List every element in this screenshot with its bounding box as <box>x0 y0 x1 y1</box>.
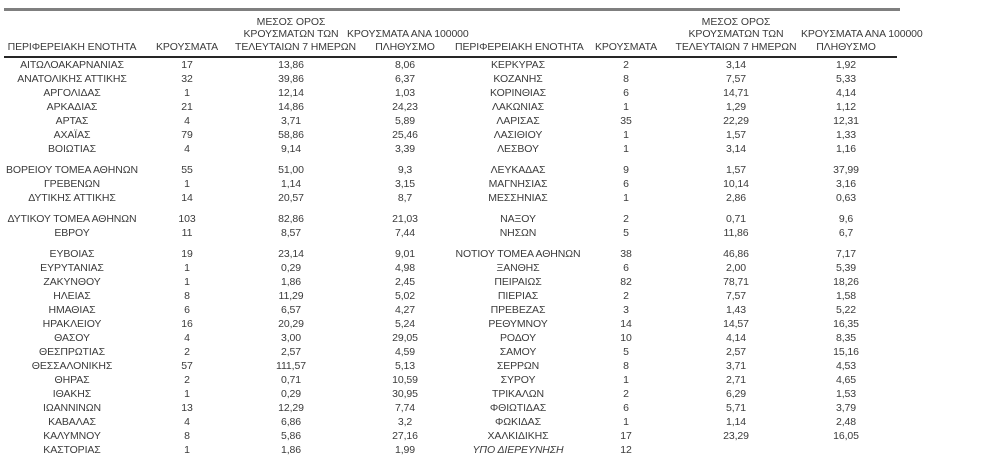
table-row <box>5 163 463 177</box>
avg7-value: 23,29 <box>723 430 749 442</box>
cases-value: 21 <box>181 101 193 113</box>
region-name: ΤΡΙΚΑΛΩΝ <box>492 388 544 400</box>
per100k-value: 3,79 <box>835 402 857 414</box>
avg7-value: 2,71 <box>725 374 747 386</box>
region-name: ΒΟΙΩΤΙΑΣ <box>48 143 96 155</box>
table-row <box>5 317 463 331</box>
table-row <box>5 373 463 387</box>
cases-value: 5 <box>623 346 629 358</box>
cases-value: 2 <box>184 346 190 358</box>
region-name: ΚΑΒΑΛΑΣ <box>48 416 96 428</box>
per100k-value: 5,33 <box>835 73 857 85</box>
cases-value: 5 <box>623 227 629 239</box>
cases-value: 16 <box>181 318 193 330</box>
avg7-value: 20,57 <box>278 192 304 204</box>
avg7-value: 0,29 <box>280 262 302 274</box>
region-name: ΙΩΑΝΝΙΝΩΝ <box>43 402 101 414</box>
region-name: ΣΑΜΟΥ <box>499 346 537 358</box>
cases-value: 10 <box>620 332 632 344</box>
region-name: ΖΑΚΥΝΘΟΥ <box>43 276 101 288</box>
region-name: ΑΧΑΪΑΣ <box>53 129 91 141</box>
avg7-value: 5,71 <box>725 402 747 414</box>
region-name: ΠΕΙΡΑΙΩΣ <box>494 276 542 288</box>
table-row <box>5 401 463 415</box>
avg7-value: 11,29 <box>278 290 304 302</box>
cases-value: 2 <box>623 59 629 71</box>
cases-value: 11 <box>181 227 193 239</box>
cases-value: 1 <box>623 129 629 141</box>
avg7-value: 14,71 <box>723 87 749 99</box>
col-header-avg7-line3: ΤΕΛΕΥΤΑΙΩΝ 7 ΗΜΕΡΩΝ <box>675 40 797 53</box>
col-header-avg7-line2: ΚΡΟΥΣΜΑΤΩΝ ΤΩΝ <box>243 28 339 40</box>
table-header-row <box>5 0 469 58</box>
group-gap <box>455 156 895 163</box>
avg7-value: 46,86 <box>723 248 749 260</box>
table-row <box>5 177 463 191</box>
per100k-value: 18,26 <box>833 276 859 288</box>
table-row <box>5 261 463 275</box>
avg7-value: 0,71 <box>280 374 302 386</box>
per100k-value: 12,31 <box>833 115 859 127</box>
region-name: ΗΛΕΙΑΣ <box>53 290 91 302</box>
region-name: ΛΑΡΙΣΑΣ <box>496 115 540 127</box>
per100k-value: 5,39 <box>835 262 857 274</box>
region-name: ΚΟΖΑΝΗΣ <box>493 73 543 85</box>
avg7-value: 6,29 <box>725 388 747 400</box>
per100k-value: 37,99 <box>833 164 859 176</box>
cases-value: 82 <box>620 276 632 288</box>
table-row <box>5 100 463 114</box>
avg7-value: 12,14 <box>278 87 304 99</box>
table-row <box>455 261 895 275</box>
region-name: ΚΑΛΥΜΝΟΥ <box>43 430 101 442</box>
cases-value: 1 <box>184 87 190 99</box>
col-header-avg7-line2: ΚΡΟΥΣΜΑΤΩΝ ΤΩΝ <box>688 28 784 40</box>
per100k-value: 3,2 <box>397 416 413 428</box>
table-row <box>455 100 895 114</box>
cases-value: 1 <box>184 276 190 288</box>
table-row <box>455 429 895 443</box>
avg7-value: 1,43 <box>725 304 747 316</box>
table-row <box>5 142 463 156</box>
table-row <box>5 191 463 205</box>
avg7-value: 1,86 <box>280 444 302 456</box>
per100k-value: 1,53 <box>835 388 857 400</box>
avg7-value: 3,14 <box>725 143 747 155</box>
cases-value: 103 <box>178 213 196 225</box>
per100k-value: 7,74 <box>394 402 416 414</box>
region-name: ΣΕΡΡΩΝ <box>496 360 540 372</box>
avg7-value: 51,00 <box>278 164 304 176</box>
avg7-value: 2,57 <box>725 346 747 358</box>
per100k-value: 30,95 <box>392 388 418 400</box>
col-header-avg7-line1: ΜΕΣΟΣ ΟΡΟΣ <box>256 15 326 28</box>
region-name: ΛΑΣΙΘΙΟΥ <box>493 129 543 141</box>
avg7-value: 111,57 <box>276 360 306 372</box>
avg7-value: 14,57 <box>723 318 749 330</box>
avg7-value: 78,71 <box>723 276 749 288</box>
avg7-value: 7,57 <box>725 73 747 85</box>
group-gap <box>455 240 895 247</box>
avg7-value: 0,71 <box>725 213 747 225</box>
table-row <box>5 58 463 72</box>
table-row <box>455 275 895 289</box>
region-name: ΙΘΑΚΗΣ <box>52 388 92 400</box>
cases-value: 17 <box>181 59 193 71</box>
table-row <box>5 128 463 142</box>
avg7-value: 58,86 <box>278 129 304 141</box>
table-row <box>455 58 895 72</box>
cases-value: 4 <box>184 115 190 127</box>
table-row <box>455 303 895 317</box>
cases-value: 1 <box>623 101 629 113</box>
cases-value: 1 <box>623 374 629 386</box>
per100k-value: 4,59 <box>394 346 416 358</box>
table-row <box>5 212 463 226</box>
avg7-value: 1,14 <box>280 178 302 190</box>
region-name: ΑΡΓΟΛΙΔΑΣ <box>43 87 101 99</box>
table-row <box>5 331 463 345</box>
cases-value: 35 <box>620 115 632 127</box>
table-row <box>455 212 895 226</box>
per100k-value: 1,03 <box>394 87 416 99</box>
per100k-value: 0,63 <box>835 192 857 204</box>
cases-value: 55 <box>181 164 193 176</box>
cases-value: 57 <box>181 360 193 372</box>
cases-value: 14 <box>620 318 632 330</box>
table-row <box>455 226 895 240</box>
avg7-value: 3,71 <box>725 360 747 372</box>
table-row <box>5 387 463 401</box>
table-row <box>455 114 895 128</box>
table-row <box>5 303 463 317</box>
per100k-value: 9,6 <box>838 213 854 225</box>
avg7-value: 8,57 <box>280 227 302 239</box>
region-name: ΦΘΙΩΤΙΔΑΣ <box>489 402 547 414</box>
table-row <box>455 86 895 100</box>
table-row <box>5 247 463 261</box>
region-name: ΕΥΡΥΤΑΝΙΑΣ <box>40 262 104 274</box>
avg7-value: 82,86 <box>278 213 304 225</box>
per100k-value: 29,05 <box>392 332 418 344</box>
table-row <box>5 429 463 443</box>
per100k-value: 5,02 <box>394 290 416 302</box>
cases-value: 1 <box>623 192 629 204</box>
per100k-value: 6,7 <box>838 227 854 239</box>
region-name: ΥΠΟ ΔΙΕΡΕΥΝΗΣΗ <box>472 444 564 456</box>
group-gap <box>5 240 463 247</box>
avg7-value: 1,86 <box>280 276 302 288</box>
cases-value: 79 <box>181 129 193 141</box>
cases-value: 2 <box>623 290 629 302</box>
avg7-value: 2,57 <box>280 346 302 358</box>
table-row <box>455 345 895 359</box>
region-name: ΝΟΤΙΟΥ ΤΟΜΕΑ ΑΘΗΝΩΝ <box>455 248 581 260</box>
per100k-value: 6,37 <box>394 73 416 85</box>
per100k-value: 7,17 <box>835 248 857 260</box>
cases-value: 1 <box>184 388 190 400</box>
per100k-value: 27,16 <box>392 430 418 442</box>
right-table-rows <box>455 58 895 457</box>
table-row <box>5 114 463 128</box>
avg7-value: 22,29 <box>723 115 749 127</box>
table-row <box>5 86 463 100</box>
region-name: ΒΟΡΕΙΟΥ ΤΟΜΕΑ ΑΘΗΝΩΝ <box>6 164 138 176</box>
table-header-row <box>455 0 923 58</box>
cases-value: 9 <box>623 164 629 176</box>
per100k-value: 2,45 <box>394 276 416 288</box>
region-name: ΞΑΝΘΗΣ <box>496 262 540 274</box>
cases-value: 19 <box>181 248 193 260</box>
table-row <box>455 359 895 373</box>
region-name: ΘΕΣΣΑΛΟΝΙΚΗΣ <box>31 360 113 372</box>
avg7-value: 0,29 <box>280 388 302 400</box>
cases-value: 8 <box>184 290 190 302</box>
region-name: ΠΡΕΒΕΖΑΣ <box>490 304 546 316</box>
avg7-value: 3,00 <box>280 332 302 344</box>
table-row <box>5 289 463 303</box>
cases-value: 4 <box>184 416 190 428</box>
col-header-region: ΠΕΡΙΦΕΡΕΙΑΚΗ ΕΝΟΤΗΤΑ <box>7 40 137 53</box>
avg7-value: 5,86 <box>280 430 302 442</box>
region-name: ΘΑΣΟΥ <box>54 332 90 344</box>
per100k-value: 9,3 <box>397 164 413 176</box>
table-row <box>455 317 895 331</box>
per100k-value: 16,35 <box>833 318 859 330</box>
region-name: ΘΕΣΠΡΩΤΙΑΣ <box>39 346 105 358</box>
region-name: ΕΒΡΟΥ <box>54 227 90 239</box>
per100k-value: 1,12 <box>835 101 857 113</box>
per100k-value: 5,13 <box>394 360 416 372</box>
avg7-value: 7,57 <box>725 290 747 302</box>
col-header-avg7-line3: ΤΕΛΕΥΤΑΙΩΝ 7 ΗΜΕΡΩΝ <box>235 40 356 53</box>
group-gap <box>455 205 895 212</box>
per100k-value: 10,59 <box>392 374 418 386</box>
region-name: ΝΑΞΟΥ <box>500 213 536 225</box>
table-row <box>455 289 895 303</box>
per100k-value: 1,33 <box>835 129 857 141</box>
region-name: ΚΑΣΤΟΡΙΑΣ <box>43 444 101 456</box>
per100k-value: 1,92 <box>835 59 857 71</box>
per100k-value: 21,03 <box>392 213 418 225</box>
cases-value: 38 <box>620 248 632 260</box>
cases-value: 17 <box>620 430 632 442</box>
table-row <box>455 331 895 345</box>
table-row <box>455 128 895 142</box>
region-name: ΧΑΛΚΙΔΙΚΗΣ <box>487 430 549 442</box>
region-name: ΚΕΡΚΥΡΑΣ <box>491 59 545 71</box>
cases-value: 14 <box>181 192 193 204</box>
region-name: ΡΕΘΥΜΝΟΥ <box>488 318 548 330</box>
table-row <box>455 387 895 401</box>
cases-value: 6 <box>623 262 629 274</box>
avg7-value: 2,86 <box>725 192 747 204</box>
regional-table-right <box>455 0 923 457</box>
group-gap <box>5 156 463 163</box>
per100k-value: 15,16 <box>833 346 859 358</box>
avg7-value: 13,86 <box>278 59 304 71</box>
per100k-value: 24,23 <box>392 101 418 113</box>
cases-value: 3 <box>623 304 629 316</box>
avg7-value: 20,29 <box>278 318 304 330</box>
cases-value: 2 <box>184 374 190 386</box>
col-header-region: ΠΕΡΙΦΕΡΕΙΑΚΗ ΕΝΟΤΗΤΑ <box>455 40 584 53</box>
cases-value: 1 <box>623 416 629 428</box>
col-header-per100k <box>347 28 469 53</box>
avg7-value: 23,14 <box>278 248 304 260</box>
col-header-cases: ΚΡΟΥΣΜΑΤΑ <box>155 40 219 53</box>
region-name: ΑΡΚΑΔΙΑΣ <box>46 101 98 113</box>
region-name: ΗΡΑΚΛΕΙΟΥ <box>42 318 102 330</box>
cases-value: 1 <box>184 262 190 274</box>
table-row <box>455 142 895 156</box>
per100k-value: 5,24 <box>394 318 416 330</box>
table-row <box>5 226 463 240</box>
region-name: ΔΥΤΙΚΟΥ ΤΟΜΕΑ ΑΘΗΝΩΝ <box>7 213 137 225</box>
per100k-value: 2,48 <box>835 416 857 428</box>
avg7-value: 1,57 <box>725 164 747 176</box>
per100k-value: 4,27 <box>394 304 416 316</box>
region-name: ΦΩΚΙΔΑΣ <box>495 416 541 428</box>
table-row <box>455 163 895 177</box>
cases-value: 32 <box>181 73 193 85</box>
per100k-value: 8,7 <box>397 192 413 204</box>
cases-value: 8 <box>184 430 190 442</box>
table-row <box>455 373 895 387</box>
avg7-value: 4,14 <box>725 332 747 344</box>
col-header-avg7 <box>235 15 356 54</box>
region-name: ΓΡΕΒΕΝΩΝ <box>43 178 100 190</box>
col-header-per100k-line2: ΠΛΗΘΥΣΜΟ <box>375 40 435 53</box>
regional-table-left <box>5 0 469 457</box>
cases-value: 6 <box>623 402 629 414</box>
cases-value: 12 <box>620 444 632 456</box>
region-name: ΚΟΡΙΝΘΙΑΣ <box>489 87 547 99</box>
region-name: ΛΕΥΚΑΔΑΣ <box>490 164 546 176</box>
group-gap <box>5 205 463 212</box>
avg7-value: 1,57 <box>725 129 747 141</box>
per100k-value: 8,06 <box>394 59 416 71</box>
per100k-value: 9,01 <box>394 248 416 260</box>
col-header-cases: ΚΡΟΥΣΜΑΤΑ <box>594 40 658 53</box>
avg7-value: 6,86 <box>280 416 302 428</box>
per100k-value: 8,35 <box>835 332 857 344</box>
region-name: ΛΑΚΩΝΙΑΣ <box>491 101 545 113</box>
avg7-value: 3,71 <box>280 115 302 127</box>
cases-value: 2 <box>623 213 629 225</box>
col-header-avg7 <box>671 16 801 54</box>
avg7-value: 39,86 <box>278 73 304 85</box>
per100k-value: 3,16 <box>835 178 857 190</box>
cases-value: 2 <box>623 388 629 400</box>
cases-value: 13 <box>181 402 193 414</box>
avg7-value: 1,29 <box>725 101 747 113</box>
per100k-value: 4,98 <box>394 262 416 274</box>
region-name: ΛΕΣΒΟΥ <box>497 143 539 155</box>
region-name: ΔΥΤΙΚΗΣ ΑΤΤΙΚΗΣ <box>28 192 116 204</box>
cases-value: 1 <box>623 143 629 155</box>
region-name: ΘΗΡΑΣ <box>54 374 90 386</box>
table-row <box>5 345 463 359</box>
table-row <box>455 72 895 86</box>
per100k-value: 1,58 <box>835 290 857 302</box>
cases-value: 1 <box>184 178 190 190</box>
avg7-value: 1,14 <box>725 416 747 428</box>
region-name: ΣΥΡΟΥ <box>500 374 536 386</box>
avg7-value: 2,00 <box>725 262 747 274</box>
table-row <box>455 191 895 205</box>
region-name: ΠΙΕΡΙΑΣ <box>497 290 539 302</box>
per100k-value: 4,53 <box>835 360 857 372</box>
table-row <box>5 359 463 373</box>
region-name: ΑΝΑΤΟΛΙΚΗΣ ΑΤΤΙΚΗΣ <box>17 73 127 85</box>
avg7-value: 11,86 <box>723 227 749 239</box>
region-name: ΑΙΤΩΛΟΑΚΑΡΝΑΝΙΑΣ <box>20 59 124 71</box>
region-name: ΗΜΑΘΙΑΣ <box>48 304 96 316</box>
table-row <box>455 415 895 429</box>
per100k-value: 1,99 <box>394 444 416 456</box>
cases-value: 6 <box>623 178 629 190</box>
cases-value: 6 <box>184 304 190 316</box>
per100k-value: 4,14 <box>835 87 857 99</box>
per100k-value: 5,22 <box>835 304 857 316</box>
cases-value: 1 <box>184 444 190 456</box>
avg7-value: 14,86 <box>278 101 304 113</box>
col-header-avg7-line1: ΜΕΣΟΣ ΟΡΟΣ <box>701 15 771 28</box>
per100k-value: 1,16 <box>835 143 857 155</box>
cases-value: 4 <box>184 143 190 155</box>
col-header-per100k-line1: ΚΡΟΥΣΜΑΤΑ ΑΝΑ 100000 <box>347 28 469 40</box>
region-name: ΝΗΣΩΝ <box>499 227 537 239</box>
table-row <box>455 247 895 261</box>
table-row <box>455 401 895 415</box>
table-row <box>455 443 895 457</box>
per100k-value: 16,05 <box>833 430 859 442</box>
table-row <box>5 415 463 429</box>
region-name: ΜΕΣΣΗΝΙΑΣ <box>488 192 548 204</box>
region-name: ΜΑΓΝΗΣΙΑΣ <box>488 178 548 190</box>
avg7-value: 12,29 <box>278 402 304 414</box>
avg7-value: 6,57 <box>280 304 302 316</box>
per100k-value: 4,65 <box>835 374 857 386</box>
table-row <box>5 72 463 86</box>
table-row <box>5 443 463 457</box>
per100k-value: 3,15 <box>394 178 416 190</box>
cases-value: 6 <box>623 87 629 99</box>
col-header-per100k-line1: ΚΡΟΥΣΜΑΤΑ ΑΝΑ 100000 <box>801 28 923 40</box>
avg7-value: 10,14 <box>723 178 749 190</box>
cases-value: 8 <box>623 73 629 85</box>
table-row <box>5 275 463 289</box>
region-name: ΑΡΤΑΣ <box>55 115 89 127</box>
table-row <box>455 177 895 191</box>
per100k-value: 7,44 <box>394 227 416 239</box>
cases-value: 4 <box>184 332 190 344</box>
per100k-value: 3,39 <box>394 143 416 155</box>
avg7-value: 3,14 <box>725 59 747 71</box>
col-header-per100k <box>801 28 923 53</box>
cases-value: 8 <box>623 360 629 372</box>
region-name: ΕΥΒΟΙΑΣ <box>49 248 95 260</box>
left-table-rows <box>5 58 463 457</box>
region-name: ΡΟΔΟΥ <box>499 332 537 344</box>
per100k-value: 5,89 <box>394 115 416 127</box>
avg7-value: 9,14 <box>280 143 302 155</box>
col-header-per100k-line2: ΠΛΗΘΥΣΜΟ <box>816 40 876 53</box>
per100k-value: 25,46 <box>392 129 418 141</box>
